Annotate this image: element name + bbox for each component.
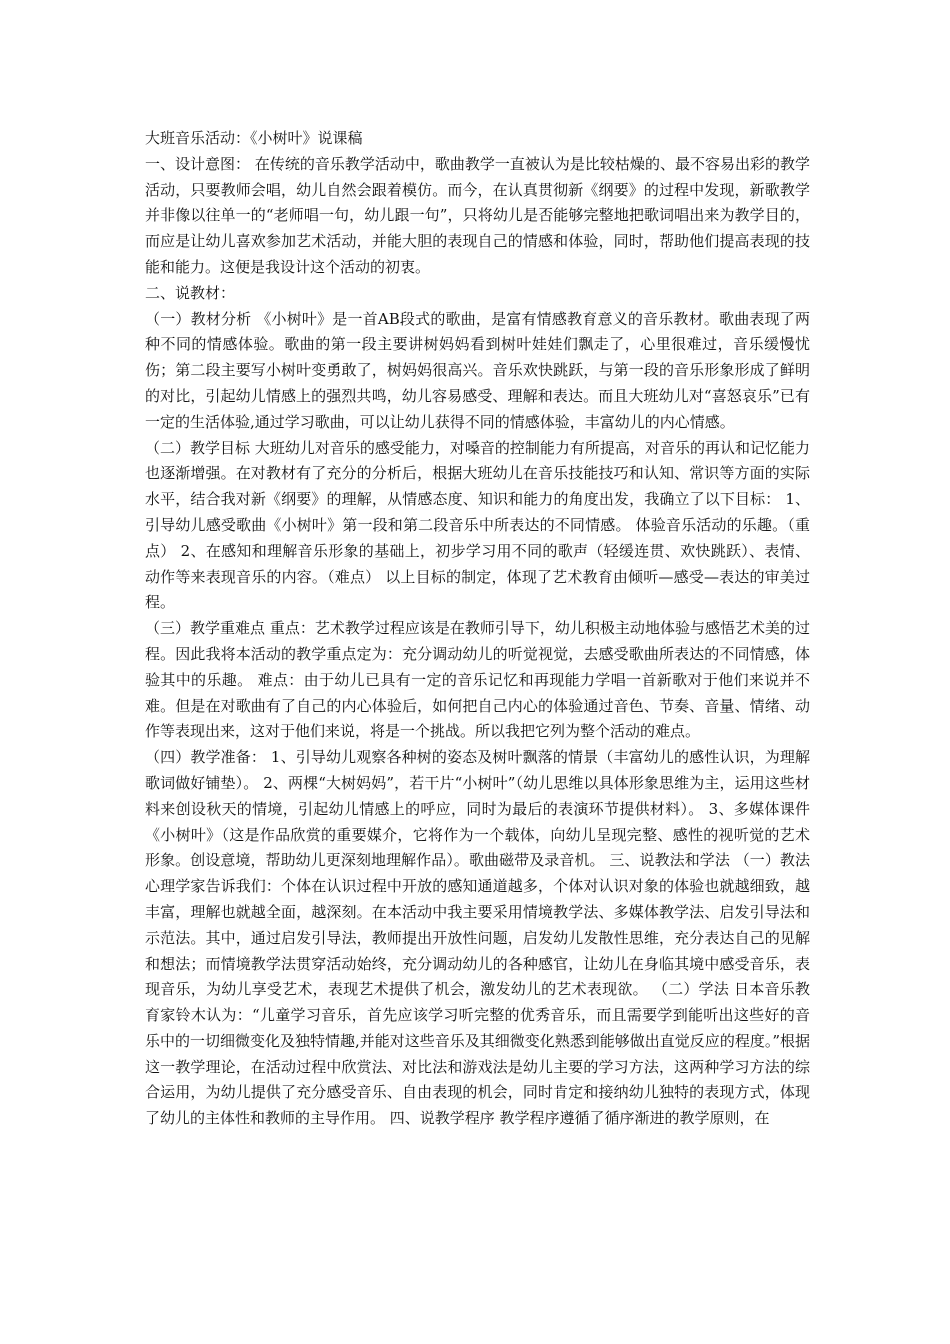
paragraph-materials-heading: 二、说教材： — [145, 283, 236, 302]
paragraph-preparation-methods: （四）教学准备： 1、引导幼儿观察各种树的姿态及树叶飘落的情景（丰富幼儿的感性认识，为理解歌词做好铺垫）。 2、两棵“大树妈妈”，若干片“小树叶”（幼儿思维以具体形象思维为主，运用这些材料来创设秋天的情境，引起幼儿情感上的呼应，同时为最后的表演环节提供材料）。 3、多媒体课件《小树叶》（这是作品欣赏的重要媒介，它将作为一个载体，向幼儿呈现完整、感性的视听觉的艺术形象。创设意境，帮助幼儿更深刻地理解作品）。歌曲磁带及录音机。 三、说教法和学法 （一）教法 心理学家告诉我们：个体在认识过程中开放的感知通道越多，个体对认识对象的体验也就越细致，越丰富，理解也就越全面，越深刻。在本活动中我主要采用情境教学法、多媒体教学法、启发引导法和示范法。其中，通过启发引导法，教师提出开放性问题，启发幼儿发散性思维，充分表达自己的见解和想法；而情境教学法贯穿活动始终，充分调动幼儿的各种感官，让幼儿在身临其境中感受音乐，表现音乐，为幼儿享受艺术，表现艺术提供了机会，激发幼儿的艺术表现欲。 （二）学法 日本音乐教育家铃木认为：“儿童学习音乐，首先应该学习听完整的优秀音乐，而且需要学到能听出这些好的音乐中的一切细微变化及独特情趣,并能对这些音乐及其细微变化熟悉到能够做出直觉反应的程度。”根据这一教学理论，在活动过程中欣赏法、对比法和游戏法是幼儿主要的学习方法，这两种学习方法的综合运用，为幼儿提供了充分感受音乐、自由表现的机会，同时肯定和接纳幼儿独特的表现方式，体现了幼儿的主体性和教师的主导作用。 四、说教学程序 教学程序遵循了循序渐进的教学原则，在 — [145, 748, 810, 1128]
paragraph-key-difficulties: （三）教学重难点 重点：艺术教学过程应该是在教师引导下，幼儿积极主动地体验与感悟艺术美的过程。因此我将本活动的教学重点定为：充分调动幼儿的听觉视觉，去感受歌曲所表达的不同情感，体验其中的乐趣。 难点：由于幼儿已具有一定的音乐记忆和再现能力学唱一首新歌对于他们来说并不难。但是在对歌曲有了自己的内心体验后，如何把自己内心的体验通过音色、节奏、音量、情绪、动作等表现出来，这对于他们来说，将是一个挑战。所以我把它列为整个活动的难点。 — [145, 619, 810, 741]
paragraph-material-analysis: （一）教材分析 《小树叶》是一首AB段式的歌曲，是富有情感教育意义的音乐教材。歌曲表现了两种不同的情感体验。歌曲的第一段主要讲树妈妈看到树叶娃娃们飘走了，心里很难过，音乐缓慢忧伤；第二段主要写小树叶变勇敢了，树妈妈很高兴。音乐欢快跳跃，与第一段的音乐形象形成了鲜明的对比，引起幼儿情感上的强烈共鸣，幼儿容易感受、理解和表达。而且大班幼儿对“喜怒哀乐”已有一定的生活体验,通过学习歌曲，可以让幼儿获得不同的情感体验，丰富幼儿的内心情感。 — [145, 309, 810, 431]
document-title: 大班音乐活动：《小树叶》说课稿 — [145, 129, 363, 147]
paragraph-teaching-goals: （二）教学目标 大班幼儿对音乐的感受能力，对嗓音的控制能力有所提高，对音乐的再认和记忆能力也逐渐增强。在对教材有了充分的分析后，根据大班幼儿在音乐技能技巧和认知、常识等方面的实际水平，结合我对新《纲要》的理解，从情感态度、知识和能力的角度出发，我确立了以下目标： 1、引导幼儿感受歌曲《小树叶》第一段和第二段音乐中所表达的不同情感。 体验音乐活动的乐趣。（重点） 2、在感知和理解音乐形象的基础上，初步学习用不同的歌声（轻缓连贯、欢快跳跃）、表情、动作等来表现音乐的内容。（难点） 以上目标的制定，体现了艺术教育由倾听—感受—表达的审美过程。 — [145, 438, 810, 612]
document-body — [145, 126, 810, 1132]
paragraph-design-intent: 一、设计意图： 在传统的音乐教学活动中，歌曲教学一直被认为是比较枯燥的、最不容易出彩的教学活动，只要教师会唱，幼儿自然会跟着模仿。而今，在认真贯彻新《纲要》的过程中发现，新歌教学并非像以往单一的“老师唱一句，幼儿跟一句”，只将幼儿是否能够完整地把歌词唱出来为教学目的，而应是让幼儿喜欢参加艺术活动，并能大胆的表现自己的情感和体验，同时，帮助他们提高表现的技能和能力。这便是我设计这个活动的初衷。 — [145, 154, 810, 276]
